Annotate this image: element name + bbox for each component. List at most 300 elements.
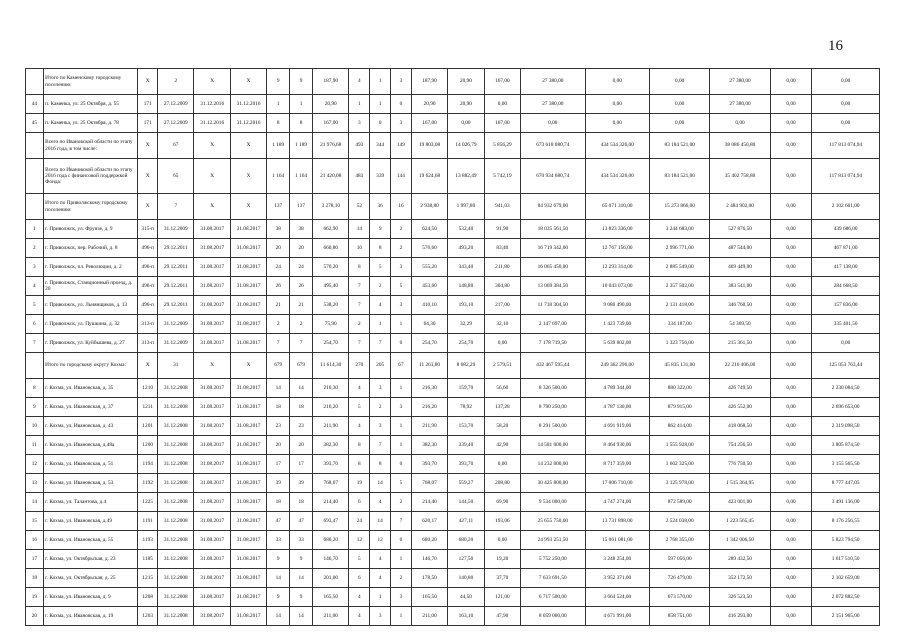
table-cell: 211,00 [411,607,447,626]
table-cell: 165,50 [313,588,349,607]
table-cell: 2 [349,315,370,334]
table-cell: 2 524 038,00 [650,512,710,531]
table-cell: 7 [349,296,370,315]
table-cell: 570,20 [313,258,349,277]
table-cell: 2 579,51 [484,353,520,379]
table-cell: 3 [391,69,412,95]
table-cell-address: г. Кохма, ул. Талантова, д.4 [43,493,138,512]
table-cell-address: г. Приволжск, ул. Куйбышева, д. 27 [43,334,138,353]
table-cell: 32,10 [484,315,520,334]
table-cell: 11 261,80 [411,353,447,379]
table-cell: 383 541,00 [710,277,770,296]
table-cell: 31.08.2017 [230,379,266,398]
table-cell-address: г. Кохма, ул. Ивановская, д. 55 [43,531,138,550]
table-cell: 559,27 [448,474,484,493]
table-cell: 31.08.2017 [230,474,266,493]
table-cell: 31.12.2008 [158,531,194,550]
table-cell: 8 682,29 [448,353,484,379]
table-cell: 216,30 [411,379,447,398]
table-cell: 149 [391,133,412,159]
table-row [26,258,880,277]
table-cell: 0,00 [770,512,812,531]
table-cell: X [194,159,230,194]
table-cell: 23 [290,417,313,436]
table-cell: 393,70 [448,455,484,474]
table-cell: 2 072 882,50 [812,588,880,607]
table-cell: 117 813 074,94 [812,133,880,159]
table-cell: 4 787 130,00 [585,398,649,417]
table-cell: 313-п [138,315,158,334]
table-cell: 726 479,00 [650,569,710,588]
table-cell: 0,00 [585,69,649,95]
table-cell: 127,50 [448,550,484,569]
table-cell: 137,28 [484,398,520,417]
table-cell: 3 952 371,00 [585,569,649,588]
table-cell: 2 [26,239,44,258]
table-cell: 662,90 [313,220,349,239]
table-row [26,531,880,550]
table-cell: 13 882,49 [448,159,484,194]
table-cell: 9 080 490,00 [585,296,649,315]
table-cell: 8 [349,455,370,474]
table-cell: 0,00 [770,296,812,315]
table-cell: 205 [370,353,391,379]
table-cell: 31.08.2017 [194,607,230,626]
table-cell: 31.12.2008 [158,379,194,398]
table-cell: 31.08.2017 [230,277,266,296]
table-cell: 19 [349,474,370,493]
table-cell-address: п. Каменка, ул. 25 Октября, д. 78 [43,114,138,133]
table-cell: 26 [267,277,290,296]
table-cell: 54 369,50 [710,315,770,334]
table-cell: 3 [370,379,391,398]
table-cell: 38 086 450,80 [710,133,770,159]
table-cell: 31.08.2017 [230,398,266,417]
table-cell-address: г. Кохма, ул. Ивановская, д. 9 [43,588,138,607]
table-total-row [26,159,880,194]
table-cell: 31.08.2017 [230,550,266,569]
table-cell: 284 668,50 [812,277,880,296]
table-cell: 1211 [138,398,158,417]
table-cell: 0,00 [770,95,812,114]
table-cell: 1 997,80 [448,194,484,220]
table-cell: 7 [370,436,391,455]
table-cell: 27 380,00 [710,69,770,95]
table-cell: 13 069 384,50 [521,277,585,296]
table-cell: 17 [290,455,313,474]
table-cell [26,159,44,194]
table-cell: 146,70 [411,550,447,569]
table-cell: 1 [370,588,391,607]
table-cell: 4 [370,493,391,512]
table-cell: 4 [349,69,370,95]
table-cell: 7 [158,194,194,220]
table-cell: 24 [349,512,370,531]
table-cell: 15 273 866,00 [650,194,710,220]
table-cell: 670 934 680,74 [521,159,585,194]
table-cell: 8 [349,258,370,277]
table-cell: 216,20 [313,398,349,417]
table-cell: 5 [349,550,370,569]
table-cell-address: Итого по Каменскому городскому поселению: [43,69,138,95]
table-cell: 4 [370,569,391,588]
table-cell: 382,30 [313,436,349,455]
table-cell-address: г. Кохма, ул. Ивановская, д. 53 [43,474,138,493]
table-cell: 679 [267,353,290,379]
table-cell: 0,00 [770,436,812,455]
table-cell: 31.08.2017 [230,296,266,315]
table-cell: 339,40 [448,436,484,455]
table-row [26,512,880,531]
table-cell: 83 184 521,00 [650,159,710,194]
table-cell: 289 432,50 [710,550,770,569]
table-cell: 39 [267,474,290,493]
table-cell: 393,70 [313,455,349,474]
table-cell: 8 [26,379,44,398]
table-cell: 496-п [138,277,158,296]
table-cell: 4 691 919,00 [585,417,649,436]
table-cell: 339 [370,159,391,194]
table-cell: X [230,353,266,379]
table-cell: 33 [267,531,290,550]
table-cell: 496-п [138,296,158,315]
table-cell: 208,80 [484,474,520,493]
table-cell: 29.12.2011 [158,239,194,258]
table-cell: 31 [158,353,194,379]
table-cell: 0,00 [650,95,710,114]
table-cell: 2 996 771,00 [650,239,710,258]
table-cell: 5 [391,277,412,296]
table-cell: 11 614,30 [313,353,349,379]
table-cell: 45 835 131,00 [650,353,710,379]
table-cell: 0,00 [585,114,649,133]
table-cell: 0,00 [770,334,812,353]
table-cell: 2 151 965,00 [812,607,880,626]
table-cell: 31.08.2017 [230,493,266,512]
table-cell: 467 871,00 [812,239,880,258]
table-cell: 326 523,50 [710,588,770,607]
table-cell: X [194,194,230,220]
table-cell: 146,70 [313,550,349,569]
table-row [26,334,880,353]
table-cell: 270 [349,353,370,379]
table-cell: 31.12.2008 [158,398,194,417]
table-cell: 31.08.2017 [230,239,266,258]
table-cell: 693,47 [313,512,349,531]
table-cell: 20 [267,436,290,455]
table-cell: 6 717 500,00 [521,588,585,607]
table-cell: 31.08.2017 [194,379,230,398]
table-cell: 5 856,29 [484,133,520,159]
table-cell-address: Всего по Ивановской области по этапу 2016 года с финансовой поддержкой Фонда: [43,159,138,194]
table-cell: 2 [267,315,290,334]
table-cell: 493,20 [448,239,484,258]
table-cell: 16 [26,531,44,550]
table-cell: X [138,133,158,159]
table-cell: 18 [267,493,290,512]
table-cell-address: г. Кохма, ул. Ивановская, д. 43 [43,417,138,436]
table-cell: 0,00 [770,569,812,588]
table-cell: 0,00 [770,455,812,474]
table-cell: 555,20 [411,258,447,277]
table-cell: 24 993 251,50 [521,531,585,550]
table-cell: 14 581 000,00 [521,436,585,455]
table-cell: X [230,133,266,159]
table-cell: 12 767 156,00 [585,239,649,258]
table-cell: 47 [267,512,290,531]
table-cell: 1192 [138,474,158,493]
table-cell: 7 [370,334,391,353]
table-cell-address: г. Кохма, ул. Ивановская, д. 19 [43,607,138,626]
table-cell: 211,00 [313,607,349,626]
table-cell: 14 [349,220,370,239]
table-cell: 31.08.2017 [194,417,230,436]
table-cell: 879 915,00 [650,398,710,417]
table-cell: 83 184 521,00 [650,133,710,159]
table-cell: 768,07 [411,474,447,493]
table-cell: 304,80 [484,277,520,296]
resettlement-register-table [25,68,880,626]
table-cell: 0,00 [770,159,812,194]
table-cell: 3 805 874,50 [812,436,880,455]
table-cell: 44 [26,95,44,114]
table-cell: 31.08.2017 [194,569,230,588]
table-cell: 576,60 [411,239,447,258]
table-row [26,436,880,455]
table-cell: 673 618 080,74 [521,133,585,159]
table-cell: 0,00 [484,531,520,550]
table-cell: 31.08.2017 [194,512,230,531]
table-total-row [26,69,880,95]
table-cell: 4 [349,588,370,607]
table-cell: 487 544,00 [710,239,770,258]
table-cell: 20,90 [448,69,484,95]
table-cell: 0,00 [770,607,812,626]
table-cell: 1 423 739,00 [585,315,649,334]
table-cell: 1 [391,607,412,626]
table-cell: 31.12.2016 [194,114,230,133]
table-cell: 19 624,68 [411,159,447,194]
table-cell: 31.08.2017 [230,607,266,626]
table-cell: 0 [370,114,391,133]
table-cell: 493 [349,133,370,159]
table-cell: 426 552,00 [710,398,770,417]
table-cell: 0,00 [770,277,812,296]
table-cell: 30 425 800,00 [521,474,585,493]
table-cell: 5 [391,474,412,493]
table-cell: 680,20 [448,531,484,550]
table-cell: 1201 [138,417,158,436]
table-cell: 0 [391,334,412,353]
table-cell: 427,11 [448,512,484,531]
table-cell: 1 515 364,95 [710,474,770,493]
table-cell: 3 [391,258,412,277]
table-cell: 679 [290,353,313,379]
table-cell: 426 749,50 [710,379,770,398]
table-cell: 14 026,79 [448,133,484,159]
table-cell: 163,10 [448,607,484,626]
table-cell: 0,00 [770,114,812,133]
table-cell: 1191 [138,512,158,531]
table-cell: 18 [267,398,290,417]
table-cell: 1210 [138,379,158,398]
table-cell: 7 [26,334,44,353]
table-cell: 2 102 601,00 [812,194,880,220]
table-cell: 393,70 [411,455,447,474]
table-cell: 453,60 [411,277,447,296]
table-cell: 624,50 [411,220,447,239]
table-cell: 171 [138,114,158,133]
table-cell: 2 885 549,00 [650,258,710,277]
table-cell: 0 [391,95,412,114]
table-cell: 22 216 406,00 [710,353,770,379]
table-row [26,277,880,296]
table-cell: 38 [290,220,313,239]
table-cell: 1208 [138,588,158,607]
table-cell: 33 [290,531,313,550]
table-cell: 434 534 326,00 [585,159,649,194]
table-cell: 7 [391,512,412,531]
table-cell-address: г. Приволжск, Станционный проезд, д. 20 [43,277,138,296]
table-cell-address: г. Приволжск, ул. Пушкина, д. 32 [43,315,138,334]
table-cell: 0,00 [484,334,520,353]
table-cell: 416 293,00 [710,607,770,626]
table-cell: 1193 [138,531,158,550]
table-cell: 153,70 [448,417,484,436]
table-cell: 27.12.2009 [158,95,194,114]
table-cell: 3 248 254,00 [585,550,649,569]
table-cell: 167,00 [313,114,349,133]
table-cell: 45 [26,114,44,133]
table-row [26,398,880,417]
table-cell: 880 322,00 [650,379,710,398]
table-cell: 0,00 [521,114,585,133]
table-cell: 0,00 [770,353,812,379]
table-cell: 148,80 [448,277,484,296]
table-cell: 0,00 [770,417,812,436]
table-cell: 12 [26,455,44,474]
table-cell: 1200 [138,436,158,455]
table-cell: 4 [370,296,391,315]
table-cell-address: г. Приволжск, ул. Фрунзе, д. 9 [43,220,138,239]
table-cell: 31.08.2017 [194,277,230,296]
table-cell: 1 164 [290,159,313,194]
table-cell: 31.08.2017 [230,512,266,531]
table-cell: 597 056,00 [650,550,710,569]
table-cell: 1 [370,315,391,334]
table-cell: 7 178 719,50 [521,334,585,353]
table-cell: 215 361,50 [710,334,770,353]
table-cell: 13 731 898,00 [585,512,649,531]
table-cell: 193,10 [448,296,484,315]
table-cell: 2 696 653,00 [812,398,880,417]
table-cell: 495,40 [313,277,349,296]
table-cell: 0,00 [812,95,880,114]
table-row [26,569,880,588]
table-cell: 8 717 359,00 [585,455,649,474]
table-cell: 31.08.2017 [230,315,266,334]
table-row [26,588,880,607]
table-cell: 91,90 [484,220,520,239]
table-cell: 5 [349,398,370,417]
table-cell-address: г. Кохма, ул. Ивановская, д. 35 [43,379,138,398]
table-cell [26,133,44,159]
table-cell: 2 131 418,00 [650,296,710,315]
table-cell: 496-п [138,258,158,277]
table-cell: 7 [349,334,370,353]
table-cell: 5 823 794,50 [812,531,880,550]
table-cell: 532,40 [448,220,484,239]
table-cell: 3 [391,588,412,607]
table-cell: 9 [370,220,391,239]
table-cell: 8 [370,455,391,474]
table-cell: 67 [391,353,412,379]
table-cell: 31.12.2008 [158,607,194,626]
table-cell-address: г. Приволжск, пер. Рабочий, д. 8 [43,239,138,258]
table-cell: X [138,353,158,379]
table-cell: 5 742,19 [484,159,520,194]
table-cell: 13 823 336,00 [585,220,649,239]
table-cell: 1 602 325,00 [650,455,710,474]
table-cell: 1 [391,417,412,436]
table-cell: 0,00 [770,258,812,277]
table-cell: 0,00 [770,550,812,569]
table-cell: 417 138,00 [812,258,880,277]
table-cell: 31.08.2017 [230,436,266,455]
table-cell: 10 043 073,00 [585,277,649,296]
table-cell-address: г. Кохма, ул. Ивановская, д. 51 [43,455,138,474]
table-row [26,493,880,512]
table-cell: 16 [391,194,412,220]
table-cell: 352 172,50 [710,569,770,588]
table-cell: 1 223 565,45 [710,512,770,531]
table-cell: 137 [290,194,313,220]
table-cell: 32,29 [448,315,484,334]
table-row [26,95,880,114]
table-cell: 8 326 500,00 [521,379,585,398]
table-cell: 3 125 978,00 [650,474,710,493]
table-cell: 18 [290,493,313,512]
table-cell: 434 534 326,00 [585,133,649,159]
table-cell: 335 401,50 [812,315,880,334]
table-cell: 0,00 [770,220,812,239]
table-cell: 754 256,50 [710,436,770,455]
table-cell: 214,40 [411,493,447,512]
table-cell: 9 [26,398,44,417]
table-cell: 11 [26,436,44,455]
table-cell: 423 001,00 [710,493,770,512]
table-cell: 249 362 296,00 [585,353,649,379]
table-cell: 39 [290,474,313,493]
table-row [26,315,880,334]
table-cell: 1 [391,379,412,398]
table-cell-address: Всего по Ивановской области по этапу 2016 года, в том числе: [43,133,138,159]
table-cell [26,353,44,379]
table-cell: 216,20 [411,398,447,417]
table-cell: 21 [290,296,313,315]
table-cell-address: г. Кохма, ул. Октябрьская, д. 23 [43,550,138,569]
table-cell: 313-п [138,334,158,353]
table-cell-address: Итого по городскому округу Кохма: [43,353,138,379]
table-cell: 4 [370,550,391,569]
table-cell: 4 747 274,00 [585,493,649,512]
table-cell: 0,00 [770,379,812,398]
table-cell: 538,20 [313,296,349,315]
table-cell: 31.08.2017 [230,334,266,353]
table-cell: 8 [349,436,370,455]
table-cell: 0,00 [650,114,710,133]
table-cell: 19 [26,588,44,607]
